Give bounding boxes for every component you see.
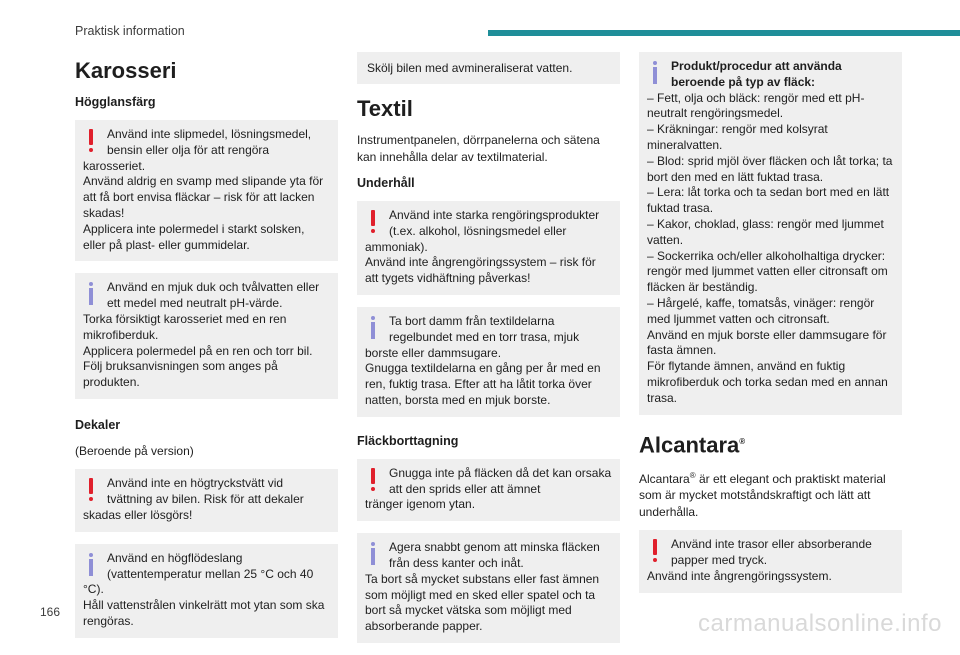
column-2 <box>357 52 620 655</box>
info-text: Använd en högflödeslang (vattentemperatur mellan 25 °C och 40 <box>107 550 314 581</box>
info-text-rest: °C). Håll vattenstrålen vinkelrätt mot ytan som ska rengöras. <box>83 582 325 629</box>
warning-icon <box>83 129 99 153</box>
registered-mark: ® <box>739 436 746 446</box>
info-icon <box>647 61 663 85</box>
info-box <box>639 52 902 415</box>
info-icon <box>365 542 381 566</box>
warning-icon <box>365 468 381 492</box>
info-text-rest: Ta bort så mycket substans eller fast ämnen som möjligt med en sked eller spatel och ta bort så mycket vätska som möjligt med absorberande papper. <box>365 571 600 634</box>
heading-underhall: Underhåll <box>357 176 415 190</box>
warning-icon <box>365 210 381 234</box>
info-icon <box>83 553 99 577</box>
warning-text-rest: ammoniak). Använd inte ångrengöringssystem – risk för att tygets vidhäftning påverkas! <box>365 239 596 286</box>
warning-box <box>639 530 902 592</box>
heading-flackborttagning: Fläckborttagning <box>357 433 459 448</box>
warning-text-rest: karosseriet. Använd aldrig en svamp med slipande yta för att få bort envisa fläckar – risk för att lacken skadas! Applicera inte polermedel i starkt solsken, eller på plast- eller gummidelar. <box>83 158 324 252</box>
page-number: 166 <box>40 605 61 619</box>
warning-text-rest: Använd inte ångrengöringssystem. <box>647 568 832 583</box>
info-box <box>75 544 338 638</box>
info-text-rest: – Fett, olja och bläck: rengör med ett pH-neutralt rengöringsmedel. – Kräkningar: rengör med kolsyrat mineralvatten. – Blod: sprid mjöl över fläcken och låt torka; ta bort den med en lätt fuktad trasa. – Lera: låt torka och ta sedan bort med en lätt fuktad trasa. – Kakor, choklad, glass: rengör med ljummet vatten. – Sockerrika och/eller alkoholhaltiga drycker: rengör med ljummet vatten eller citronsaft om fläcken är beständig. – Hårgelé, kaffe, tomatsås, vinäger: rengör med ljummet vatten och citronsaft. Använd en mjuk borste eller dammsugare för fasta ämnen. För flytande ämnen, använd en fuktig mikrofiberduk och torka sedan med en annan trasa. <box>647 90 893 405</box>
warning-text: Använd inte starka rengöringsprodukter (t.ex. alkohol, lösningsmedel eller <box>389 208 600 238</box>
warning-text: Gnugga inte på fläcken då det kan orsaka att den sprids eller att ämnet <box>389 465 612 496</box>
title-textil: Textil <box>357 96 413 121</box>
alcantara-intro: Alcantara® är ett elegant och praktiskt material som är mycket motståndskraftigt och lätt att underhålla. <box>639 470 886 519</box>
header-accent-bar <box>488 30 960 36</box>
info-text-rest: Torka försiktigt karosseriet med en ren mikrofiberduk. Applicera polermedel på en ren och torr bil. Följ bruksanvisningen som anges på produkten. <box>83 311 313 390</box>
warning-box <box>75 469 338 531</box>
info-text: Produkt/procedur att använda beroende på typ av fläck: <box>671 59 842 89</box>
title-karosseri: Karosseri <box>75 58 177 83</box>
version-note: (Beroende på version) <box>75 443 194 458</box>
info-box <box>75 273 338 399</box>
column-3 <box>639 52 902 605</box>
heading-dekaler: Dekaler <box>75 417 121 432</box>
rinse-note-box: Skölj bilen med avmineraliserat vatten. <box>357 52 620 84</box>
info-text: Ta bort damm från textildelarna regelbundet med en torr trasa, mjuk <box>389 313 580 344</box>
textil-intro: Instrumentpanelen, dörrpanelerna och sätena kan innehålla delar av textilmaterial. <box>357 133 600 164</box>
warning-text: Använd inte trasor eller absorberande papper med tryck. <box>671 537 872 568</box>
column-1 <box>75 52 338 650</box>
registered-mark: ® <box>689 470 696 480</box>
warning-text-rest: skadas eller lösgörs! <box>83 508 193 523</box>
info-text-rest: borste eller dammsugare. Gnugga textildelarna en gång per år med en ren, fuktig trasa. Efter att ha låtit torka över natten, borsta med en mjuk borste. <box>365 345 601 407</box>
info-text: Agera snabbt genom att minska fläcken från dess kanter och inåt. <box>389 540 600 570</box>
info-box <box>357 533 620 643</box>
info-icon <box>365 316 381 340</box>
watermark: carmanualsonline.info <box>698 610 942 637</box>
warning-box <box>357 201 620 295</box>
title-alcantara: Alcantara® <box>639 431 746 457</box>
warning-text: Använd inte slipmedel, lösningsmedel, bensin eller olja för att rengöra <box>107 127 312 157</box>
warning-text: Använd inte en högtryckstvätt vid tvättning av bilen. Risk för att dekaler <box>107 476 304 507</box>
info-text: Använd en mjuk duk och tvålvatten eller ett medel med neutralt pH-värde. <box>107 280 320 311</box>
info-box <box>357 307 620 417</box>
warning-box <box>357 459 620 521</box>
heading-hogglansfarg: Högglansfärg <box>75 95 156 109</box>
warning-icon <box>83 478 99 502</box>
warning-box <box>75 120 338 261</box>
warning-text-rest: tränger igenom ytan. <box>365 497 476 512</box>
info-icon <box>83 282 99 306</box>
section-header: Praktisk information <box>75 24 185 38</box>
warning-icon <box>647 539 663 563</box>
